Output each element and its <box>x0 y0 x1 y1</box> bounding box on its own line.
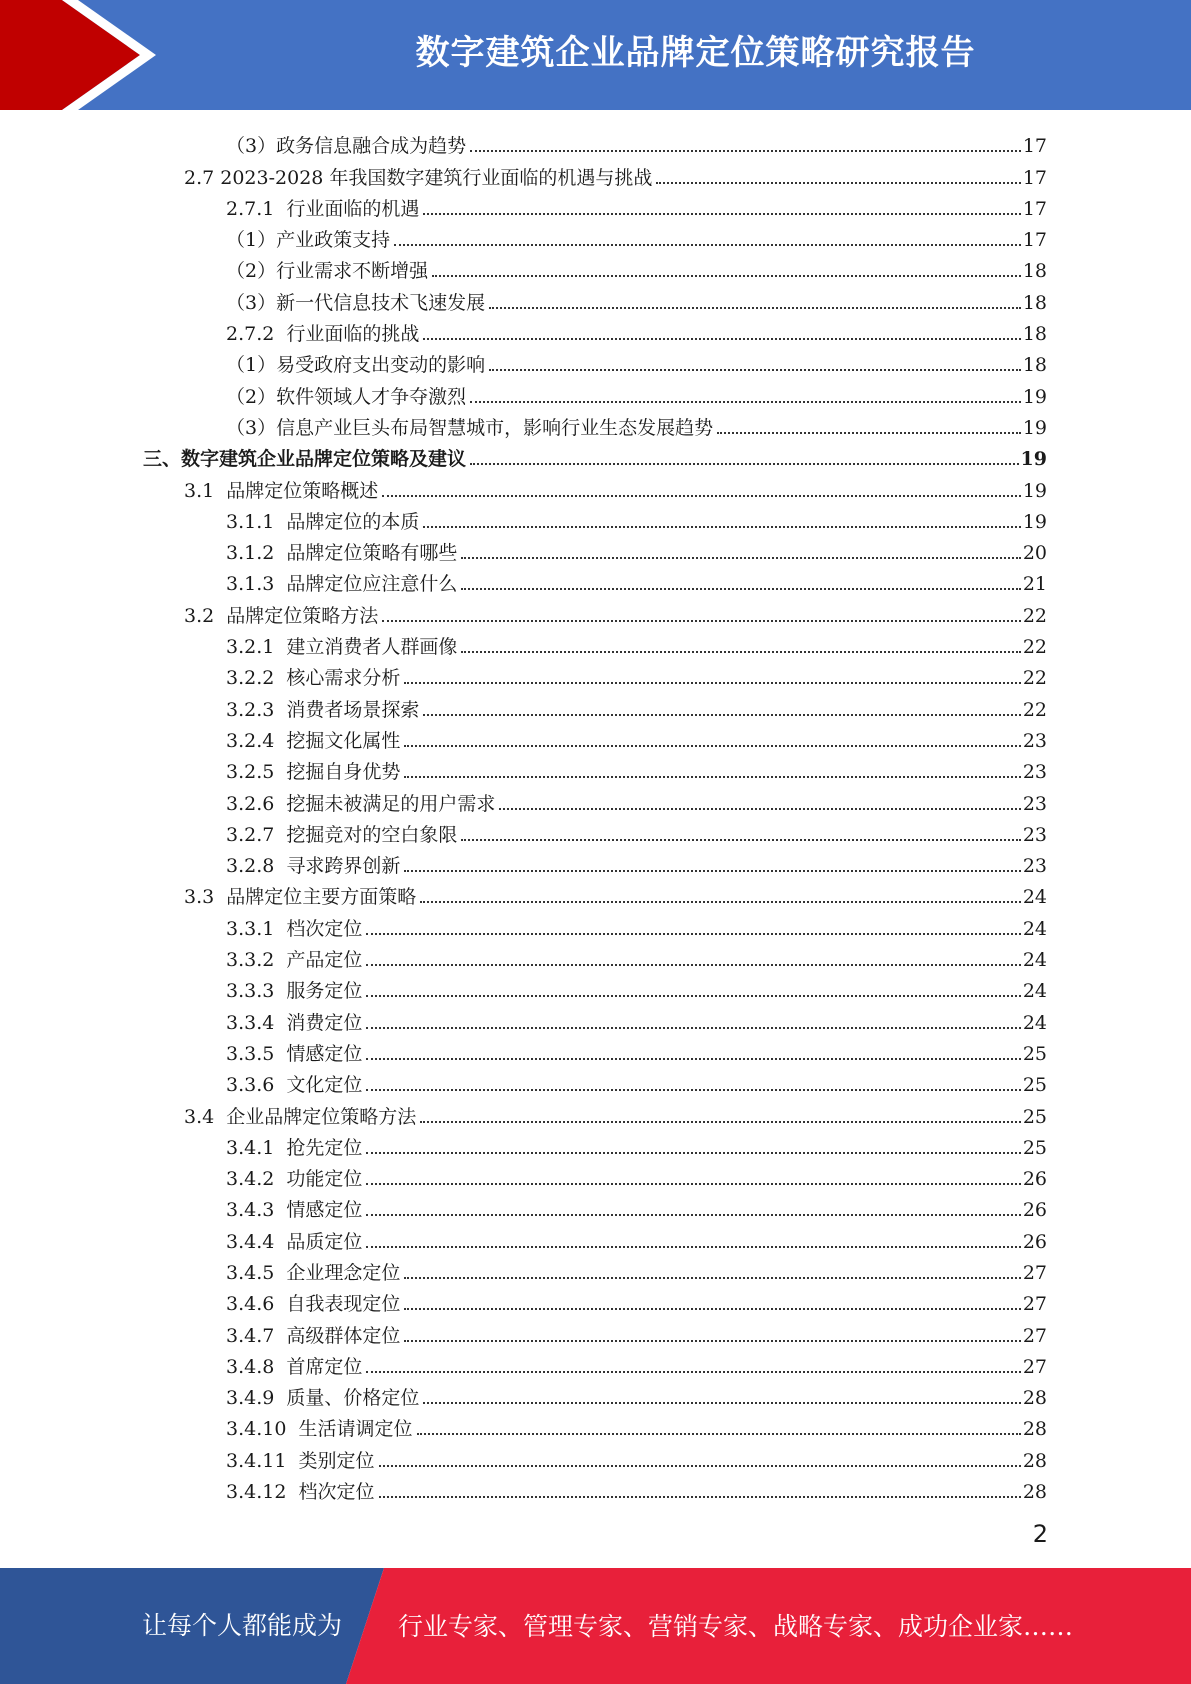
toc-entry[interactable] <box>0 565 1191 596</box>
toc-entry-title: （3）新一代信息技术飞速发展 <box>226 291 486 314</box>
toc-leader-dots <box>379 1465 1021 1467</box>
report-title: 数字建筑企业品牌定位策略研究报告 <box>415 33 976 73</box>
toc-leader-dots <box>470 463 1019 465</box>
toc-entry-title: 3.1.2 品牌定位策略有哪些 <box>226 542 458 565</box>
toc-entry-title: 3.4 企业品牌定位策略方法 <box>184 1105 417 1128</box>
toc-entry-title: 3.4.3 情感定位 <box>226 1199 363 1222</box>
toc-leader-dots <box>366 1183 1020 1185</box>
toc-leader-dots <box>423 338 1020 340</box>
toc-entry-page: 25 <box>1022 1042 1047 1065</box>
toc-entry-title: 3.1.1 品牌定位的本质 <box>226 510 420 533</box>
toc-leader-dots <box>366 1214 1020 1216</box>
toc-entry-page: 27 <box>1022 1261 1047 1284</box>
table-of-contents <box>0 127 1191 1504</box>
toc-entry[interactable] <box>0 1003 1191 1034</box>
toc-entry[interactable] <box>0 1441 1191 1472</box>
toc-entry-page: 28 <box>1022 1481 1047 1504</box>
toc-entry-title: 3.4.6 自我表现定位 <box>226 1293 401 1316</box>
toc-leader-dots <box>470 401 1021 403</box>
toc-entry[interactable] <box>0 659 1191 690</box>
toc-entry-page: 24 <box>1022 917 1047 940</box>
toc-entry-title: 3.2.4 挖掘文化属性 <box>226 729 401 752</box>
toc-entry-title: 3.4.11 类别定位 <box>226 1449 375 1472</box>
toc-leader-dots <box>423 213 1020 215</box>
toc-entry-page: 27 <box>1022 1355 1047 1378</box>
toc-leader-dots <box>404 1308 1020 1310</box>
toc-entry-page: 19 <box>1022 416 1047 439</box>
toc-entry-page: 18 <box>1022 291 1047 314</box>
toc-entry[interactable] <box>0 909 1191 940</box>
toc-leader-dots <box>417 1433 1021 1435</box>
toc-entry-title: 3.2.5 挖掘自身优势 <box>226 761 401 784</box>
toc-entry[interactable] <box>0 158 1191 189</box>
toc-entry-title: 3.3.4 消费定位 <box>226 1011 363 1034</box>
toc-leader-dots <box>366 1152 1020 1154</box>
toc-leader-dots <box>499 808 1020 810</box>
toc-leader-dots <box>656 182 1020 184</box>
toc-entry-page: 19 <box>1022 385 1047 408</box>
toc-leader-dots <box>470 150 1021 152</box>
toc-entry-title: 3.2.7 挖掘竞对的空白象限 <box>226 823 458 846</box>
toc-entry[interactable] <box>0 816 1191 847</box>
toc-entry[interactable] <box>0 315 1191 346</box>
toc-entry[interactable] <box>0 1097 1191 1128</box>
toc-entry-page: 24 <box>1022 1011 1047 1034</box>
toc-entry-title: 3.1 品牌定位策略概述 <box>184 479 379 502</box>
toc-leader-dots <box>461 651 1020 653</box>
toc-entry-title: 3.4.2 功能定位 <box>226 1168 363 1191</box>
toc-entry-title: （2）行业需求不断增强 <box>226 260 429 283</box>
toc-leader-dots <box>423 1402 1020 1404</box>
toc-entry-title: 3.4.5 企业理念定位 <box>226 1261 401 1284</box>
toc-leader-dots <box>366 1027 1020 1029</box>
toc-entry-page: 28 <box>1022 1387 1047 1410</box>
footer-slogan-right: 行业专家、管理专家、营销专家、战略专家、成功企业家…… <box>398 1612 1074 1641</box>
toc-entry[interactable] <box>0 753 1191 784</box>
toc-entry-page: 20 <box>1022 542 1047 565</box>
toc-leader-dots <box>461 839 1020 841</box>
toc-leader-dots <box>404 1340 1020 1342</box>
toc-leader-dots <box>432 275 1021 277</box>
toc-entry-title: 3.4.9 质量、价格定位 <box>226 1387 420 1410</box>
toc-entry[interactable] <box>0 1129 1191 1160</box>
toc-entry-title: （2）软件领域人才争夺激烈 <box>226 385 467 408</box>
toc-entry[interactable] <box>0 1379 1191 1410</box>
header-red-arrow <box>0 0 140 110</box>
toc-entry[interactable] <box>0 1316 1191 1347</box>
toc-entry[interactable] <box>0 1410 1191 1441</box>
toc-entry[interactable] <box>0 503 1191 534</box>
toc-entry[interactable] <box>0 596 1191 627</box>
toc-entry[interactable] <box>0 1160 1191 1191</box>
toc-entry[interactable] <box>0 722 1191 753</box>
toc-entry-page: 22 <box>1022 698 1047 721</box>
toc-entry[interactable] <box>0 1473 1191 1504</box>
toc-entry-title: 3.2.6 挖掘未被满足的用户需求 <box>226 792 496 815</box>
toc-entry-page: 28 <box>1022 1449 1047 1472</box>
toc-entry-page: 23 <box>1022 729 1047 752</box>
toc-entry-page: 22 <box>1022 604 1047 627</box>
toc-entry-page: 25 <box>1022 1105 1047 1128</box>
toc-entry[interactable] <box>0 972 1191 1003</box>
toc-leader-dots <box>420 1121 1021 1123</box>
toc-entry-title: 3.2 品牌定位策略方法 <box>184 604 379 627</box>
toc-leader-dots <box>461 588 1020 590</box>
toc-entry[interactable] <box>0 534 1191 565</box>
toc-entry-page: 26 <box>1022 1199 1047 1222</box>
toc-leader-dots <box>366 1371 1020 1373</box>
page-header <box>0 0 1191 110</box>
toc-entry-title: 三、数字建筑企业品牌定位策略及建议 <box>143 448 467 471</box>
page-number: 2 <box>1032 1520 1048 1548</box>
toc-entry[interactable] <box>0 1348 1191 1379</box>
toc-leader-dots <box>366 964 1020 966</box>
toc-entry-page: 28 <box>1022 1418 1047 1441</box>
toc-entry-page: 26 <box>1022 1168 1047 1191</box>
toc-leader-dots <box>404 776 1020 778</box>
toc-entry-page: 24 <box>1022 949 1047 972</box>
toc-entry[interactable] <box>0 1285 1191 1316</box>
toc-entry-page: 17 <box>1022 135 1047 158</box>
toc-entry-page: 27 <box>1022 1324 1047 1347</box>
toc-entry-page: 17 <box>1022 229 1047 252</box>
toc-entry[interactable] <box>0 471 1191 502</box>
toc-entry[interactable] <box>0 190 1191 221</box>
toc-entry-title: 2.7.2 行业面临的挑战 <box>226 323 420 346</box>
toc-leader-dots <box>420 901 1021 903</box>
toc-leader-dots <box>379 1496 1021 1498</box>
toc-entry[interactable] <box>0 1035 1191 1066</box>
toc-entry[interactable] <box>0 346 1191 377</box>
toc-entry-page: 23 <box>1022 792 1047 815</box>
toc-leader-dots <box>717 432 1021 434</box>
toc-entry-page: 24 <box>1022 980 1047 1003</box>
toc-entry-page: 23 <box>1022 855 1047 878</box>
toc-entry[interactable] <box>0 377 1191 408</box>
toc-entry-page: 17 <box>1022 197 1047 220</box>
toc-entry[interactable] <box>0 440 1191 471</box>
toc-entry[interactable] <box>0 1254 1191 1285</box>
toc-leader-dots <box>423 526 1020 528</box>
toc-entry-page: 19 <box>1022 510 1047 533</box>
toc-entry-page: 21 <box>1022 573 1047 596</box>
toc-entry-title: 3.3.3 服务定位 <box>226 980 363 1003</box>
toc-entry[interactable] <box>0 941 1191 972</box>
toc-entry-title: 3.2.3 消费者场景探索 <box>226 698 420 721</box>
toc-entry-page: 24 <box>1022 886 1047 909</box>
toc-entry[interactable] <box>0 1222 1191 1253</box>
toc-leader-dots <box>461 557 1020 559</box>
footer-slogan-left: 让每个人都能成为 <box>142 1611 343 1640</box>
toc-entry-page: 18 <box>1022 260 1047 283</box>
toc-entry[interactable] <box>0 127 1191 158</box>
toc-leader-dots <box>404 870 1020 872</box>
toc-entry-title: 3.2.1 建立消费者人群画像 <box>226 636 458 659</box>
toc-entry-page: 22 <box>1022 667 1047 690</box>
toc-leader-dots <box>489 369 1021 371</box>
toc-entry[interactable] <box>0 221 1191 252</box>
toc-leader-dots <box>382 495 1021 497</box>
toc-entry-page: 23 <box>1022 761 1047 784</box>
toc-entry-page: 23 <box>1022 823 1047 846</box>
toc-entry-title: 3.1.3 品牌定位应注意什么 <box>226 573 458 596</box>
toc-entry-title: 2.7 2023-2028 年我国数字建筑行业面临的机遇与挑战 <box>184 166 653 189</box>
toc-leader-dots <box>366 933 1020 935</box>
toc-entry[interactable] <box>0 628 1191 659</box>
toc-entry-title: 3.2.2 核心需求分析 <box>226 667 401 690</box>
toc-entry[interactable] <box>0 847 1191 878</box>
toc-entry-title: 3.4.1 抢先定位 <box>226 1136 363 1159</box>
toc-entry-title: 3.2.8 寻求跨界创新 <box>226 855 401 878</box>
toc-entry-title: 3.3.2 产品定位 <box>226 949 363 972</box>
toc-entry-title: 3.3 品牌定位主要方面策略 <box>184 886 417 909</box>
toc-leader-dots <box>382 620 1021 622</box>
toc-entry-page: 25 <box>1022 1074 1047 1097</box>
toc-entry-page: 27 <box>1022 1293 1047 1316</box>
toc-entry-page: 17 <box>1022 166 1047 189</box>
toc-entry-page: 19 <box>1022 479 1047 502</box>
toc-entry-title: 3.4.8 首席定位 <box>226 1355 363 1378</box>
toc-leader-dots <box>366 1089 1020 1091</box>
toc-entry[interactable] <box>0 784 1191 815</box>
toc-entry[interactable] <box>0 409 1191 440</box>
page-footer <box>0 1568 1191 1684</box>
toc-leader-dots <box>404 682 1020 684</box>
toc-leader-dots <box>394 244 1021 246</box>
toc-entry[interactable] <box>0 1191 1191 1222</box>
toc-entry-title: 3.3.5 情感定位 <box>226 1042 363 1065</box>
toc-entry-page: 18 <box>1022 354 1047 377</box>
toc-entry-title: 3.4.4 品质定位 <box>226 1230 363 1253</box>
toc-leader-dots <box>366 995 1020 997</box>
toc-entry[interactable] <box>0 283 1191 314</box>
toc-entry-title: 3.3.1 档次定位 <box>226 917 363 940</box>
toc-entry-title: 2.7.1 行业面临的机遇 <box>226 197 420 220</box>
toc-leader-dots <box>404 745 1020 747</box>
toc-entry[interactable] <box>0 1066 1191 1097</box>
toc-entry[interactable] <box>0 252 1191 283</box>
toc-entry-title: （1）产业政策支持 <box>226 229 391 252</box>
toc-entry-title: 3.4.7 高级群体定位 <box>226 1324 401 1347</box>
toc-leader-dots <box>489 307 1021 309</box>
toc-entry-page: 19 <box>1020 448 1047 471</box>
toc-entry-page: 26 <box>1022 1230 1047 1253</box>
toc-leader-dots <box>423 714 1020 716</box>
toc-entry-title: 3.4.10 生活请调定位 <box>226 1418 413 1441</box>
toc-entry-title: （3）信息产业巨头布局智慧城市，影响行业生态发展趋势 <box>226 416 714 439</box>
toc-entry-title: （1）易受政府支出变动的影响 <box>226 354 486 377</box>
toc-entry-title: 3.3.6 文化定位 <box>226 1074 363 1097</box>
toc-entry-title: 3.4.12 档次定位 <box>226 1481 375 1504</box>
toc-entry[interactable] <box>0 878 1191 909</box>
toc-entry[interactable] <box>0 690 1191 721</box>
toc-leader-dots <box>366 1246 1020 1248</box>
toc-entry-page: 22 <box>1022 636 1047 659</box>
toc-leader-dots <box>366 1058 1020 1060</box>
toc-entry-title: （3）政务信息融合成为趋势 <box>226 135 467 158</box>
toc-entry-page: 25 <box>1022 1136 1047 1159</box>
toc-leader-dots <box>404 1277 1020 1279</box>
toc-entry-page: 18 <box>1022 323 1047 346</box>
